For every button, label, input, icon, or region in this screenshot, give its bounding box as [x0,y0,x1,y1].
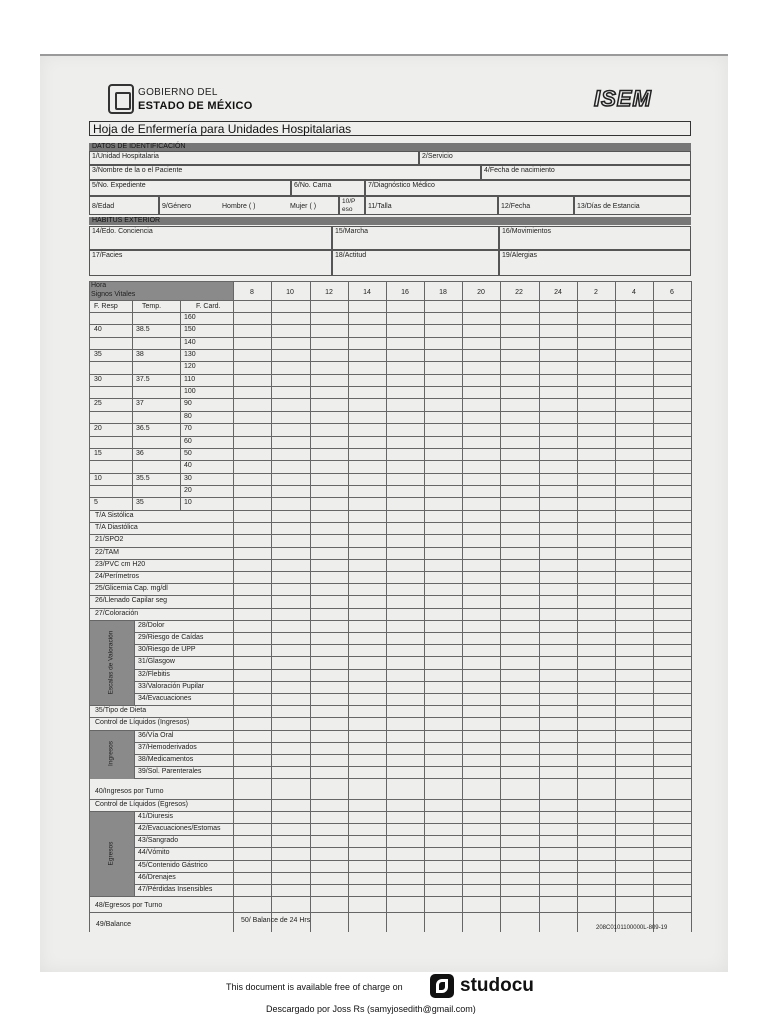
scale-row-line [89,374,691,375]
hour-label: 12 [325,289,333,296]
egresos-group-label: Egresos [107,841,115,866]
scale-divider-2 [180,300,181,510]
resp-value: 5 [94,499,98,507]
hour-label: 6 [670,289,674,296]
card-value: 120 [184,363,196,371]
row-line [89,717,691,718]
hour-label: 10 [286,289,294,296]
field-unidad[interactable]: 1/Unidad Hospitalaria [89,151,419,165]
scale-row-line [89,448,691,449]
temp-value: 37.5 [136,375,150,383]
field-fecha-nacimiento[interactable]: 4/Fecha de nacimiento [481,165,691,180]
card-value: 70 [184,425,192,433]
mujer-option[interactable]: Mujer ( ) [290,203,317,210]
card-value: 30 [184,474,192,482]
row-line [134,884,691,885]
temp-value: 37 [136,400,144,408]
section-identificacion: DATOS DE IDENTIFICACIÓN [89,143,691,151]
row-line [89,522,691,523]
card-value: 100 [184,388,196,396]
genero-label: 9/Género [162,203,192,210]
scale-row-line [89,485,691,486]
temp-value: 35.5 [136,474,150,482]
temp-value: 35 [136,499,144,507]
form-code: 208C0101100000L-809-19 [596,925,668,931]
card-value: 130 [184,351,196,359]
fresp-label: F. Resp [94,303,118,310]
field-talla[interactable]: 11/Talla [365,196,498,215]
temp-value: 38.5 [136,326,150,334]
eval-divider [134,620,135,705]
scale-row-line [89,460,691,461]
eval-item: 32/Flebitis [138,670,170,678]
egresos-item: 43/Sangrado [138,837,179,845]
card-value: 80 [184,412,192,420]
card-value: 10 [184,499,192,507]
row-label-ingresos-turno: 40/Ingresos por Turno [95,788,164,796]
balance-label: 49/Balance [96,921,132,928]
card-value: 90 [184,400,192,408]
downloaded-by: Descargado por Joss Rs (samyjosedith@gmail.com) [266,1004,476,1014]
field-actitud[interactable]: 18/Actitud [332,250,499,276]
card-value: 110 [184,375,196,383]
row-line [134,693,691,694]
row-label-a2: 21/SPO2 [95,536,124,544]
egresos-item: 46/Drenajes [138,873,176,881]
eval-item: 33/Valoración Pupilar [138,682,205,690]
card-value: 60 [184,437,192,445]
scale-row-line [89,324,691,325]
scale-row-line [89,337,691,338]
row-label-a7: 26/Llenado Capilar seg [95,597,167,605]
resp-value: 15 [94,449,102,457]
available-text: This document is available free of charge on [226,982,403,992]
temp-value: 36 [136,449,144,457]
resp-value: 10 [94,474,102,482]
field-dias-estancia[interactable]: 13/Días de Estancia [574,196,691,215]
card-value: 150 [184,326,196,334]
ingresos-group-label: Ingresos [107,741,115,766]
resp-value: 25 [94,400,102,408]
field-nombre[interactable]: 3/Nombre de la o el Paciente [89,165,481,180]
studocu-logo-icon [430,974,454,998]
scale-row-line [89,398,691,399]
ingresos-item: 36/Vía Oral [138,731,174,739]
group-end-line [89,778,691,779]
hour-label: 18 [439,289,447,296]
resp-value: 35 [94,351,102,359]
field-cama[interactable]: 6/No. Cama [291,180,365,196]
field-fecha[interactable]: 12/Fecha [498,196,574,215]
signos-label: Signos Vitales [91,291,136,298]
gov-line1: GOBIERNO DEL [138,87,218,98]
card-value: 160 [184,314,196,321]
hour-label: 22 [515,289,523,296]
group-end-line [89,705,691,706]
balance24-label: 50/ Balance de 24 Hrs [241,917,311,924]
hour-label: 2 [594,289,598,296]
scale-row-line [89,411,691,412]
hour-label: 14 [363,289,371,296]
scale-row-line [89,473,691,474]
page-edge [40,54,728,56]
row-line [89,547,691,548]
hombre-option[interactable]: Hombre ( ) [222,203,256,210]
egresos-item: 42/Evacuaciones/Estomas [138,825,221,832]
row-line [134,766,691,767]
scale-row-line [89,423,691,424]
row-label-egresos-turno: 48/Egresos por Turno [95,902,163,910]
card-value: 20 [184,486,192,494]
field-servicio[interactable]: 2/Servicio [419,151,691,165]
hour-label: 20 [477,289,485,296]
row-line [89,811,691,812]
field-facies[interactable]: 17/Facies [89,250,332,276]
row-line [89,571,691,572]
row-line [89,620,691,621]
field-edad[interactable]: 8/Edad [89,196,159,215]
scale-row-line [89,361,691,362]
row-line [134,847,691,848]
row-line [134,754,691,755]
ingresos-item: 37/Hemoderivados [138,743,197,751]
field-expediente[interactable]: 5/No. Expediente [89,180,291,196]
eval-item: 31/Glasgow [138,658,175,666]
row-label-a5: 24/Perímetros [95,573,139,580]
ingresos-item: 38/Medicamentos [138,756,194,763]
resp-value: 20 [94,425,102,433]
temp-value: 36.5 [136,425,150,433]
row-line [134,656,691,657]
egresos-divider [134,811,135,896]
hora-label: Hora [91,282,107,289]
temp-value: 38 [136,351,144,359]
ingresos-divider [134,730,135,779]
field-conciencia[interactable]: 14/Edo. Conciencia [89,226,332,250]
temp-label: Temp. [142,303,162,310]
frame-top [89,281,691,282]
section-habitus: HABITUS EXTERIOR [89,217,691,225]
row-label-dieta: 35/Tipo de Dieta [95,707,147,715]
eval-item: 28/Dolor [138,621,165,629]
row-line [89,583,691,584]
row-line [134,860,691,861]
government-seal-icon [108,84,134,114]
row-line [134,632,691,633]
hour-label: 4 [632,289,636,296]
resp-value: 30 [94,375,102,383]
scale-divider-1 [132,300,133,510]
row-label-ingresos: Control de Líquidos (Ingresos) [95,719,190,727]
fcard-label: F. Card. [196,303,221,310]
hour-label: 24 [554,289,562,296]
row-label-a1: T/A Diastólica [95,524,138,532]
studocu-brand[interactable] [430,972,534,1000]
scale-row-line [89,349,691,350]
eval-item: 30/Riesgo de UPP [138,646,196,654]
hour-label: 16 [401,289,409,296]
row-line [134,823,691,824]
row-line [134,835,691,836]
eval-group-label: Escalas de Valoración [107,630,115,695]
studocu-wordmark: studocu [460,975,534,996]
row-label-a8: 27/Coloración [95,609,139,617]
card-value: 50 [184,449,192,457]
row-line [134,681,691,682]
field-alergias[interactable]: 19/Alergias [499,250,691,276]
egresos-item: 47/Pérdidas Insensibles [138,886,213,893]
card-value: 140 [184,338,196,346]
card-value: 40 [184,462,192,470]
row-label-a3: 22/TAM [95,548,119,556]
field-genero[interactable] [159,196,339,215]
scale-row-line [89,436,691,437]
row-line [89,595,691,596]
scale-row-line [89,386,691,387]
ingresos-item: 39/Sol. Parenterales [138,768,202,776]
egresos-item: 45/Contenido Gástrico [138,861,208,869]
eval-item: 29/Riesgo de Caídas [138,634,204,641]
row-line [89,534,691,535]
field-diagnostico[interactable]: 7/Diagnóstico Médico [365,180,691,196]
egresos-item: 41/Diuresis [138,812,174,820]
gov-line2: ESTADO DE MÉXICO [138,100,253,112]
field-marcha[interactable]: 15/Marcha [332,226,499,250]
row-label-a4: 23/PVC cm H20 [95,560,146,568]
isem-logo: ISEM [594,86,652,111]
eval-item: 34/Evacuaciones [138,695,192,702]
row-line [134,644,691,645]
scale-row-line [89,510,691,511]
row-line [89,559,691,560]
egresos-item: 44/Vómito [138,849,170,857]
row-label-a6: 25/Glicemia Cap. mg/dl [95,585,168,593]
column-line [691,281,692,932]
row-line [89,730,691,731]
row-label-a0: T/A Sistólica [95,512,134,519]
row-line [134,669,691,670]
field-movimientos[interactable]: 16/Movimientos [499,226,691,250]
row-label-egresos: Control de Líquidos (Egresos) [95,800,188,808]
resp-value: 40 [94,326,102,334]
row-line [89,912,691,913]
row-line [134,742,691,743]
form-title: Hoja de Enfermería para Unidades Hospitalarias [89,121,691,136]
group-end-line [89,896,691,897]
hour-label: 8 [250,289,254,296]
row-line [134,872,691,873]
scale-row-line [89,497,691,498]
field-peso[interactable]: 10/P eso [339,196,365,215]
row-line [89,608,691,609]
